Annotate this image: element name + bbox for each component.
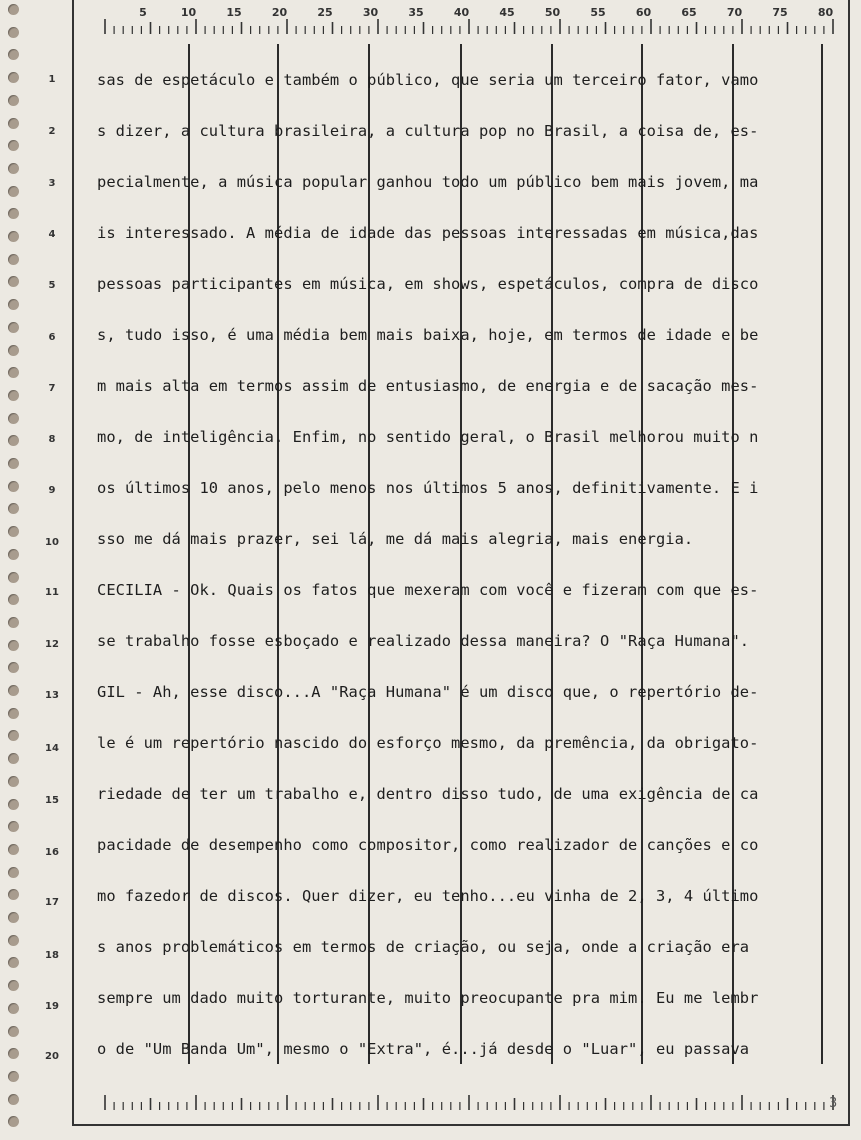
binder-hole: [8, 662, 19, 673]
line-number: 17: [45, 897, 59, 908]
transcript-line: sas de espetáculo e também o público, que seria um terceiro fator, vamo: [97, 71, 759, 89]
scale-number: 55: [590, 6, 606, 19]
binder-hole: [8, 299, 19, 310]
binder-hole: [8, 390, 19, 401]
scale-number: 30: [362, 6, 379, 19]
scale-number: 10: [180, 6, 197, 19]
binder-hole: [8, 730, 19, 741]
line-number: 2: [48, 126, 56, 137]
binder-hole: [8, 95, 19, 106]
binder-hole: [8, 413, 19, 424]
binder-hole: [8, 27, 19, 38]
binder-hole: [8, 1094, 19, 1105]
binder-hole: [8, 1026, 19, 1037]
scale-number: 5: [139, 6, 147, 19]
line-number: 4: [48, 229, 56, 240]
transcript-line: pacidade de desempenho como compositor, como realizador de canções e co: [97, 836, 759, 854]
transcript-line: mo, de inteligência. Enfim, no sentido geral, o Brasil melhorou muito n: [97, 428, 759, 446]
line-number: 20: [45, 1051, 59, 1062]
line-number: 15: [45, 795, 59, 806]
transcript-line: le é um repertório nascido do esforço mesmo, da premência, da obrigato-: [97, 734, 759, 752]
binder-hole: [8, 1003, 19, 1014]
column-guide-line: [821, 44, 823, 1064]
binder-hole: [8, 821, 19, 832]
binder-hole: [8, 1048, 19, 1059]
line-number: 9: [48, 485, 56, 496]
binder-hole: [8, 49, 19, 60]
transcript-line: pessoas participantes em música, em shows, espetáculos, compra de disco: [97, 275, 759, 293]
binder-hole: [8, 345, 19, 356]
binder-hole: [8, 254, 19, 265]
binder-hole: [8, 867, 19, 878]
binder-hole: [8, 640, 19, 651]
column-guide-line: [188, 44, 190, 1064]
column-guide-line: [368, 44, 370, 1064]
scale-number: 20: [271, 6, 288, 19]
line-number: 11: [45, 587, 59, 598]
line-number: 3: [48, 178, 56, 189]
binder-holes: [0, 0, 30, 1140]
transcript-line: s dizer, a cultura brasileira, a cultura pop no Brasil, a coisa de, es-: [97, 122, 759, 140]
transcript-line: riedade de ter um trabalho e, dentro disso tudo, de uma exigência de ca: [97, 785, 759, 803]
column-guide-line: [641, 44, 643, 1064]
binder-hole: [8, 435, 19, 446]
transcript-line: m mais alta em termos assim de entusiasmo, de energia e de sacação mes-: [97, 377, 759, 395]
binder-hole: [8, 957, 19, 968]
column-guide-line: [277, 44, 279, 1064]
binder-hole: [8, 935, 19, 946]
line-number: 14: [45, 743, 59, 754]
line-number: 7: [48, 383, 56, 394]
transcript-line: o de "Um Banda Um", mesmo o "Extra", é...já desde o "Luar", eu passava: [97, 1040, 750, 1058]
line-number: 5: [48, 280, 56, 291]
line-number: 16: [45, 847, 59, 858]
binder-hole: [8, 4, 19, 15]
binder-hole: [8, 980, 19, 991]
binder-hole: [8, 186, 19, 197]
binder-hole: [8, 617, 19, 628]
binder-hole: [8, 208, 19, 219]
transcript-line: mo fazedor de discos. Quer dizer, eu tenho...eu vinha de 2, 3, 4 último: [97, 887, 759, 905]
binder-hole: [8, 1116, 19, 1127]
binder-hole: [8, 503, 19, 514]
line-number: 19: [45, 1001, 59, 1012]
line-number: 13: [45, 690, 59, 701]
transcript-line: se trabalho fosse esboçado e realizado dessa maneira? O "Raça Humana".: [97, 632, 750, 650]
scale-number: 40: [453, 6, 470, 19]
binder-hole: [8, 753, 19, 764]
binder-hole: [8, 1071, 19, 1082]
binder-hole: [8, 367, 19, 378]
binder-hole: [8, 776, 19, 787]
scale-number: 45: [499, 6, 515, 19]
binder-hole: [8, 889, 19, 900]
transcript-line: pecialmente, a música popular ganhou todo um público bem mais jovem, ma: [97, 173, 759, 191]
line-number: 18: [45, 950, 59, 961]
binder-hole: [8, 526, 19, 537]
scale-number: 35: [408, 6, 424, 19]
line-number: 1: [48, 74, 56, 85]
binder-hole: [8, 163, 19, 174]
line-number: 6: [48, 332, 56, 343]
binder-hole: [8, 322, 19, 333]
binder-hole: [8, 685, 19, 696]
scale-number: 50: [544, 6, 561, 19]
binder-hole: [8, 231, 19, 242]
binder-hole: [8, 140, 19, 151]
line-number: 8: [48, 434, 56, 445]
transcript-line: sso me dá mais prazer, sei lá, me dá mais alegria, mais energia.: [97, 530, 694, 548]
transcript-line: s anos problemáticos em termos de criação, ou seja, onde a criação era: [97, 938, 750, 956]
line-number: 10: [45, 537, 59, 548]
line-number: 12: [45, 639, 59, 650]
transcript-line: is interessado. A média de idade das pessoas interessadas em música,das: [97, 224, 759, 242]
binder-hole: [8, 594, 19, 605]
column-guide-line: [732, 44, 734, 1064]
binder-hole: [8, 844, 19, 855]
transcript-line: CECILIA - Ok. Quais os fatos que mexeram com você e fizeram com que es-: [97, 581, 759, 599]
binder-hole: [8, 481, 19, 492]
transcript-line: os últimos 10 anos, pelo menos nos últimos 5 anos, definitivamente. E i: [97, 479, 759, 497]
scale-number: 70: [726, 6, 743, 19]
scale-number: 25: [317, 6, 333, 19]
scale-number: 60: [635, 6, 652, 19]
transcript-line: s, tudo isso, é uma média bem mais baixa, hoje, em termos de idade e be: [97, 326, 759, 344]
binder-hole: [8, 276, 19, 287]
binder-hole: [8, 458, 19, 469]
binder-hole: [8, 572, 19, 583]
transcript-line: sempre um dado muito torturante, muito preocupante pra mim. Eu me lembr: [97, 989, 759, 1007]
binder-hole: [8, 708, 19, 719]
column-guide-line: [551, 44, 553, 1064]
binder-hole: [8, 118, 19, 129]
scale-number: 75: [772, 6, 788, 19]
binder-hole: [8, 549, 19, 560]
scale-number: 80: [817, 6, 834, 19]
scale-number: 15: [226, 6, 242, 19]
scale-number: 65: [681, 6, 697, 19]
binder-hole: [8, 72, 19, 83]
binder-hole: [8, 799, 19, 810]
column-guide-line: [460, 44, 462, 1064]
page-number-mark: 3: [829, 1096, 838, 1111]
binder-hole: [8, 912, 19, 923]
transcript-line: GIL - Ah, esse disco...A "Raça Humana" é um disco que, o repertório de-: [97, 683, 759, 701]
